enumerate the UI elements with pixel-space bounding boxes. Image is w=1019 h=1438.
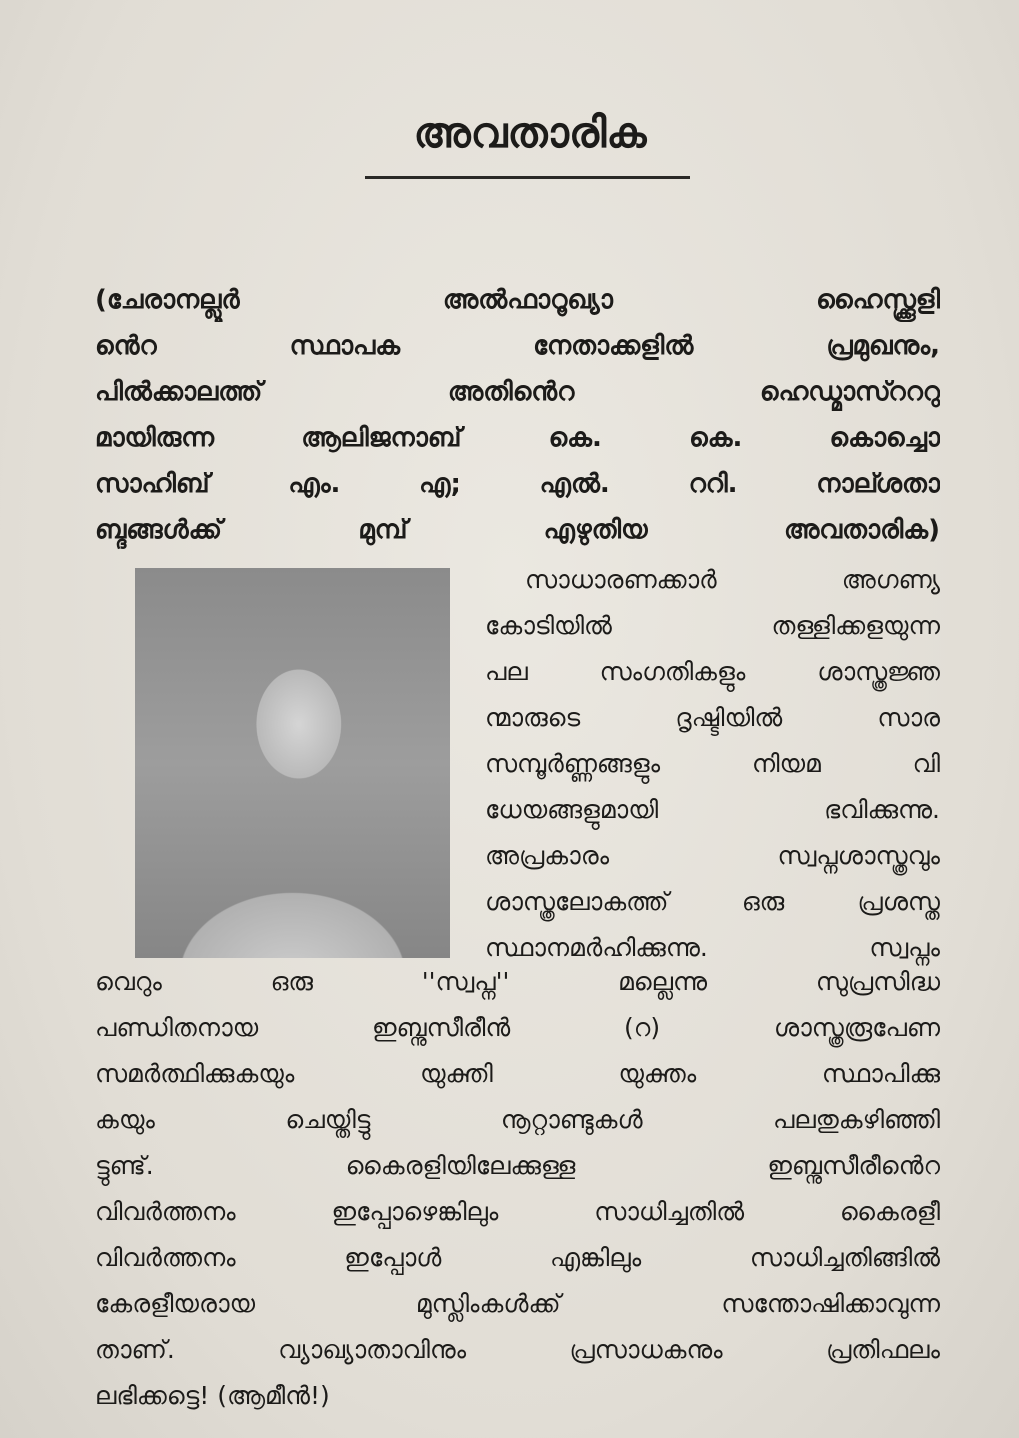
body-line: വിവർത്തനം ഇപ്പോഴെങ്കിലും സാധിച്ചതിൽ കൈരളീ: [95, 1197, 940, 1226]
author-portrait-photo: [135, 568, 450, 958]
column-line: സമ്പൂർണ്ണങ്ങളും നിയമ വി: [485, 749, 940, 778]
body-line: ട്ടുണ്ട്. കൈരളിയിലേക്കുള്ള ഇബ്നുസീരീൻെറ: [95, 1151, 940, 1180]
column-line: പല സംഗതികളും ശാസ്ത്രജ്ഞ: [485, 657, 940, 686]
body-line: സമർത്ഥിക്കുകയും യുക്തി യുക്തം സ്ഥാപിക്കു: [95, 1059, 940, 1088]
intro-line: സാഹിബ് എം. എ; എൽ. ററി. നാല്ശതാ: [95, 469, 940, 499]
body-line: ലഭിക്കട്ടെ! (ആമീൻ!): [95, 1381, 330, 1410]
body-line: കേരളീയരായ മുസ്ലിംകൾക്ക് സന്തോഷിക്കാവുന്ന: [95, 1289, 940, 1318]
column-line: ധേയങ്ങളുമായി ഭവിക്കുന്നു.: [485, 795, 940, 824]
body-line: താണ്. വ്യാഖ്യാതാവിനും പ്രസാധകനും പ്രതിഫലം: [95, 1335, 940, 1364]
title-underline: [365, 176, 690, 179]
body-line: പണ്ഡിതനായ ഇബ്നുസീരീൻ (റ) ശാസ്ത്രരൂപേണ: [95, 1013, 940, 1042]
page-title: അവതാരിക: [413, 108, 647, 157]
body-line: വെറും ഒരു ''സ്വപ്ന'' മല്ലെന്നു സുപ്രസിദ്ധ: [95, 967, 940, 996]
intro-line: മായിരുന്ന ആലിജനാബ് കെ. കെ. കൊച്ചൊ: [95, 423, 940, 453]
column-line: ന്മാരുടെ ദൃഷ്ടിയിൽ സാര: [485, 703, 940, 732]
column-line: സ്ഥാനമർഹിക്കുന്നു. സ്വപ്നം: [485, 933, 940, 962]
intro-line: പിൽക്കാലത്ത് അതിൻെറ ഹെഡ്മാസ്റററു: [95, 377, 940, 407]
body-line: വിവർത്തനം ഇപ്പോൾ എങ്കിലും സാധിച്ചതിങ്ങിൽ: [95, 1243, 940, 1272]
column-line: കോടിയിൽ തള്ളിക്കളയുന്ന: [485, 611, 940, 640]
column-line: അപ്രകാരം സ്വപ്നശാസ്ത്രവും: [485, 841, 940, 870]
intro-line: (ചേരാനല്ലൂർ അൽഫാറൂഖ്യാ ഹൈസ്ക്കൂളി: [95, 285, 940, 315]
intro-line: ബ്ദങ്ങൾക്ക് മുമ്പ് എഴുതിയ അവതാരിക): [95, 515, 940, 545]
column-line: സാധാരണക്കാർ അഗണ്യ: [525, 565, 940, 594]
body-line: കയും ചെയ്തിട്ടു നൂറ്റാണ്ടുകൾ പലതുകഴിഞ്ഞി: [95, 1105, 940, 1134]
column-line: ശാസ്ത്രലോകത്ത് ഒരു പ്രശസ്ത: [485, 887, 940, 916]
intro-line: ൻെറ സ്ഥാപക നേതാക്കളിൽ പ്രമുഖനും,: [95, 331, 940, 361]
